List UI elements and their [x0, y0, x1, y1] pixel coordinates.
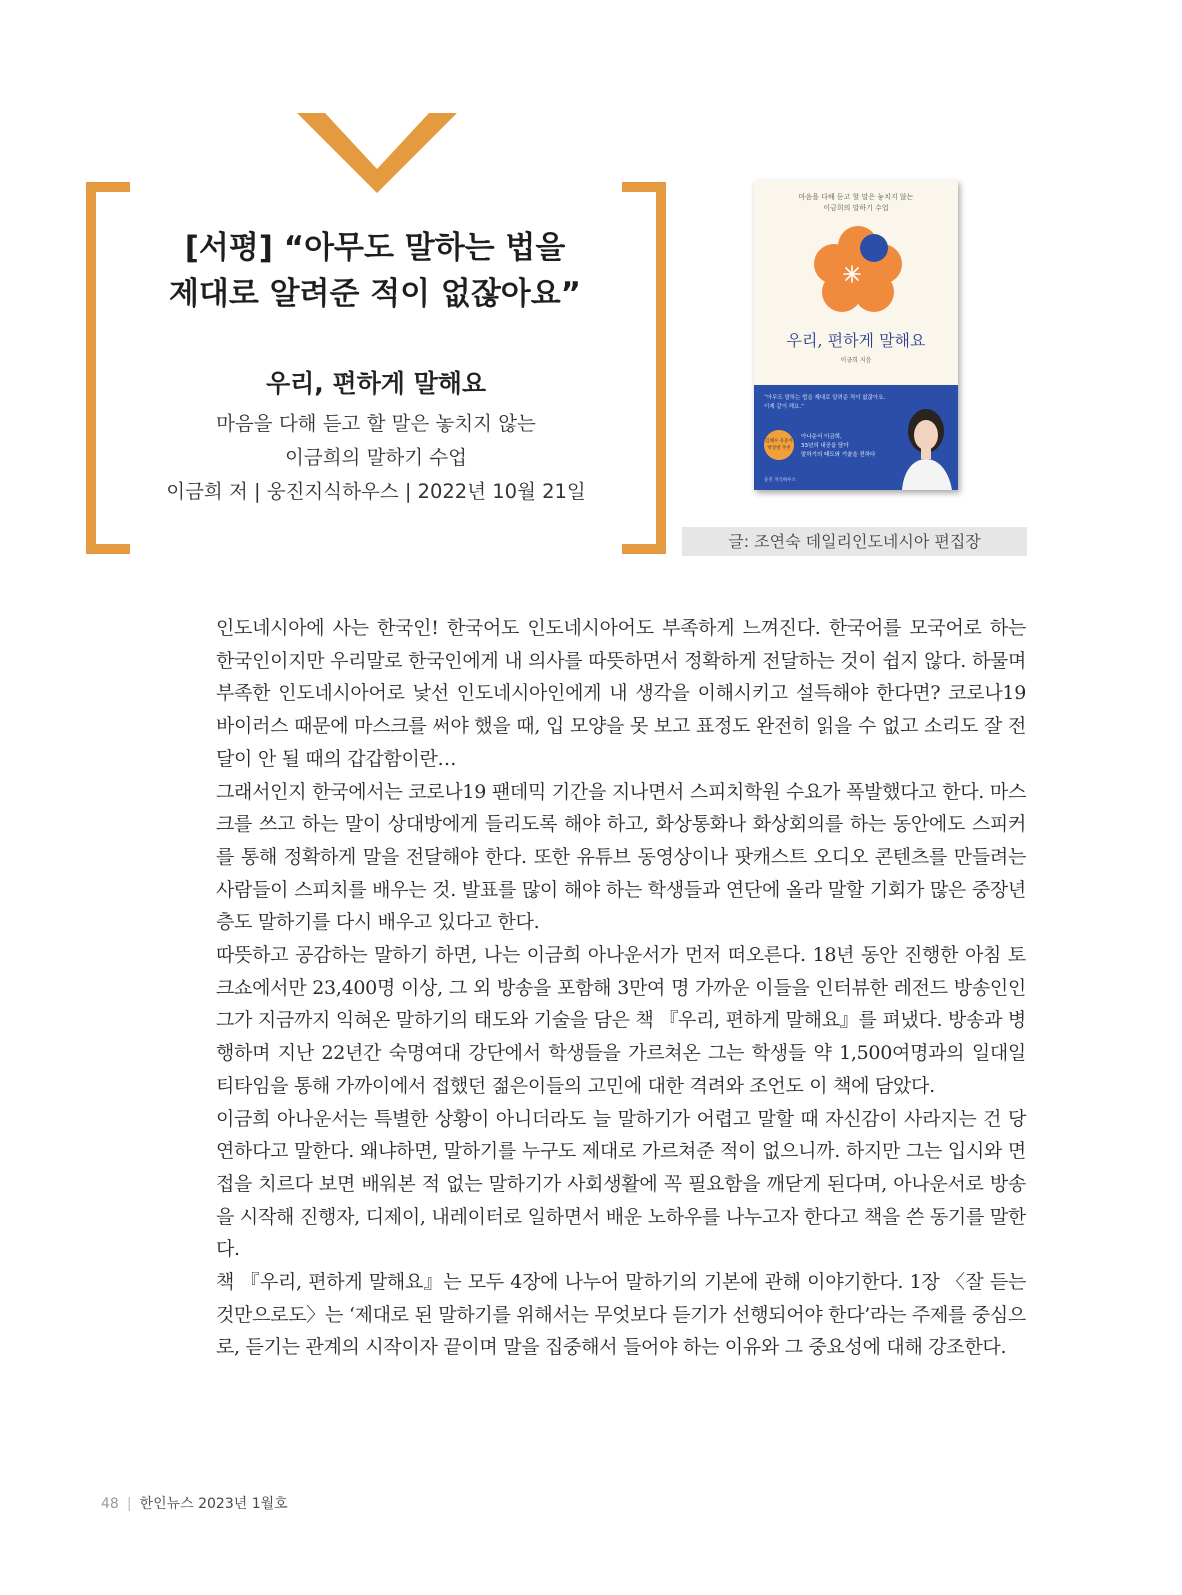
issue-label: 한인뉴스 2023년 1월호	[139, 1496, 288, 1512]
cover-blurb-line-3: 말하기의 태도와 기술을 전하다	[801, 452, 876, 458]
book-publication-info: 이금희 저 | 웅진지식하우스 | 2022년 10월 21일	[166, 480, 586, 503]
cover-author: 이금희 지음	[840, 357, 872, 364]
right-bracket-decoration	[622, 182, 666, 554]
cover-blurb-line-1: 아나운서 이금희,	[801, 434, 842, 440]
paragraph-5: 책 『우리, 편하게 말해요』는 모두 4장에 나누어 말하기의 기본에 관해 이야기한다. 1장 〈잘 듣는 것만으로도〉는 ‘제대로 된 말하기를 위해서는 무엇보다 듣기가 선행되어야 한다’라는 주제를 중심으로, 듣기는 관계의 시작이자 끝이며 말을 집중해서 들어야 하는 이유와 그 중요성에 대해 강조한다.	[216, 1271, 1026, 1359]
cover-tagline-line-1: 마음을 다해 듣고 할 말은 놓치지 않는	[798, 193, 914, 201]
cover-bottom-panel	[754, 385, 958, 490]
page-number: 48	[101, 1496, 119, 1512]
paragraph-3: 따뜻하고 공감하는 말하기 하면, 나는 이금희 아나운서가 먼저 떠오른다. 18년 동안 진행한 아침 토크쇼에서만 23,400명 이상, 그 외 방송을 포함해 3만여 명 가까운 이들을 인터뷰한 레전드 방송인인 그가 지금까지 익혀온 말하기의 태도와 기술을 담은 책 『우리, 편하게 말해요』를 펴냈다. 방송과 병행하며 지난 22년간 숙명여대 강단에서 학생들을 가르쳐온 그는 학생들 약 1,500여명과의 일대일 티타임을 통해 가까이에서 접했던 젊은이들의 고민에 대한 격려와 조언도 이 책에 담았다.	[216, 944, 1026, 1097]
cover-blurb-line-2: 33년의 내공을 담아	[801, 443, 849, 449]
paragraph-4: 이금희 아나운서는 특별한 상황이 아니더라도 늘 말하기가 어렵고 말할 때 자신감이 사라지는 건 당연하다고 말한다. 왜냐하면, 말하기를 누구도 제대로 가르쳐준 적이 없으니까. 하지만 그는 입시와 면접을 치르다 보면 배워본 적 없는 말하기가 사회생활에 꼭 필요함을 깨닫게 된다며, 아나운서로 방송을 시작해 진행자, 디제이, 내레이터로 일하면서 배운 노하우를 나누고자 한다고 책을 쓴 동기를 말한다.	[216, 1107, 1026, 1261]
recommendation-badge: 김혜수 유준이 박상영 추천	[764, 430, 794, 460]
book-title: 우리, 편하게 말해요	[265, 369, 487, 398]
author-portrait	[894, 397, 958, 490]
chevron-down-icon	[297, 113, 457, 203]
cover-quote	[764, 394, 914, 412]
left-bracket-decoration	[86, 182, 130, 554]
cover-tagline-line-2: 이금희의 말하기 수업	[823, 204, 889, 212]
paragraph-1: 인도네시아에 사는 한국인! 한국어도 인도네시아어도 부족하게 느껴진다. 한국어를 모국어로 하는 한국인이지만 우리말로 한국인에게 내 의사를 따뜻하면서 정확하게 전달하는 것이 쉽지 않다. 하물며 부족한 인도네시아어로 낯선 인도네시아인에게 내 생각을 이해시키고 설득해야 한다면? 코로나19 바이러스 때문에 마스크를 써야 했을 때, 입 모양을 못 보고 표정도 완전히 읽을 수 없고 소리도 잘 전달이 안 될 때의 갑갑함이란…	[216, 617, 1026, 770]
cover-blurb	[801, 433, 896, 460]
paragraph-2: 그래서인지 한국에서는 코로나19 팬데믹 기간을 지나면서 스피치학원 수요가 폭발했다고 한다. 마스크를 쓰고 하는 말이 상대방에게 들리도록 해야 하고, 화상통화나 화상회의를 하는 동안에도 스피커를 통해 정확하게 말을 전달해야 한다. 또한 유튜브 동영상이나 팟캐스트 오디오 콘텐츠를 만들려는 사람들이 스피치를 배우는 것. 발표를 많이 해야 하는 학생들과 연단에 올라 말할 기회가 많은 중장년층도 말하기를 다시 배우고 있다고 한다.	[216, 780, 1026, 934]
flower-illustration	[812, 224, 904, 316]
footer-separator: |	[126, 1496, 132, 1512]
headline-line-2: 제대로 알려준 적이 없잖아요”	[168, 276, 582, 312]
author-byline: 글: 조연숙 데일리인도네시아 편집장	[682, 527, 1027, 556]
cover-publisher: 웅진 지식하우스	[764, 478, 796, 483]
cover-title: 우리, 편하게 말해요	[786, 331, 926, 350]
article-body	[216, 612, 1026, 1364]
book-cover-image	[754, 180, 958, 490]
book-subtitle-line-1: 마음을 다해 듣고 할 말은 놓치지 않는	[216, 412, 536, 435]
cover-tagline	[754, 192, 958, 214]
article-headline	[130, 225, 620, 317]
book-subtitle-line-2: 이금희의 말하기 수업	[285, 446, 467, 469]
cover-top-panel	[754, 180, 958, 385]
cover-quote-line-1: “아무도 말하는 법을 제대로 알려준 적이 없잖아요.	[764, 395, 886, 401]
headline-line-1: [서평] “아무도 말하는 법을	[184, 230, 566, 266]
page-footer	[101, 1493, 288, 1513]
cover-quote-line-2: 이제 같이 해요.”	[764, 404, 804, 410]
book-details	[130, 407, 622, 509]
